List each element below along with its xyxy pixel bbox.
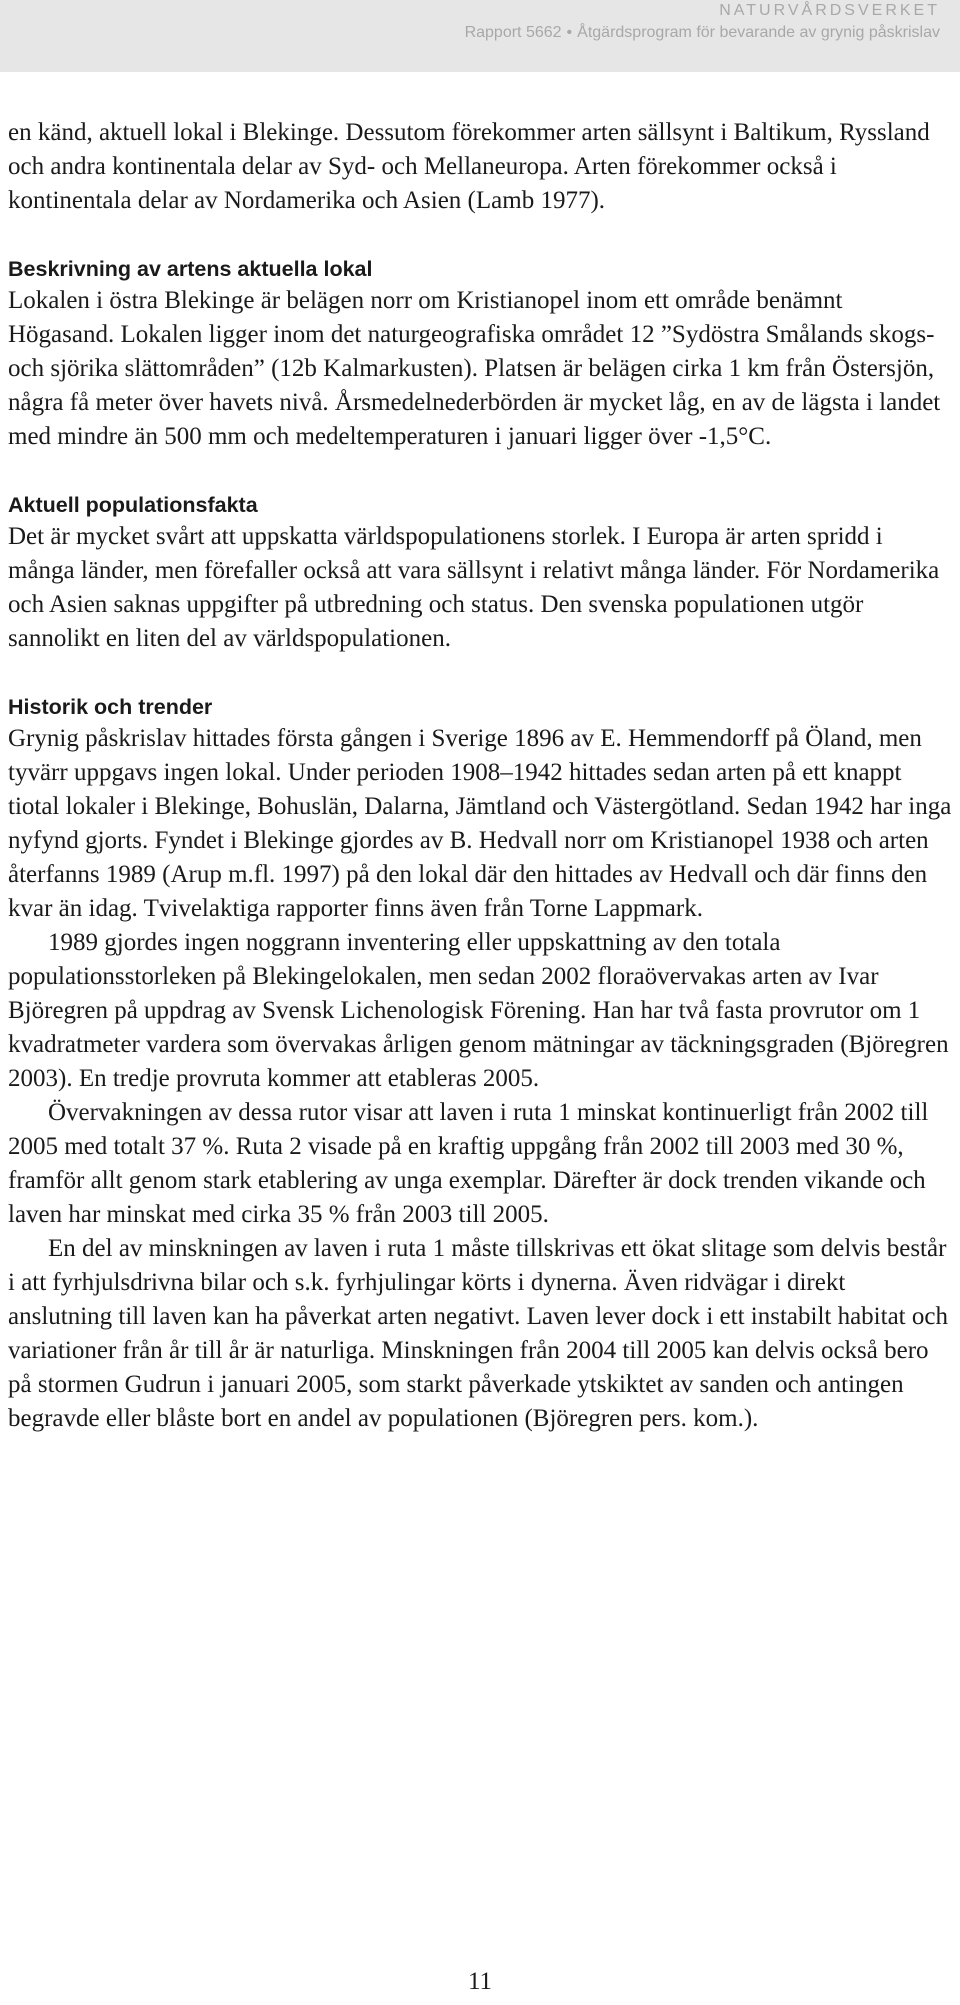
report-number: Rapport 5662 (464, 24, 562, 41)
report-title: Åtgärdsprogram för bevarande av grynig påskrislav (577, 24, 940, 41)
section-heading-lokal: Beskrivning av artens aktuella lokal (8, 257, 373, 281)
report-line (465, 24, 940, 42)
section-heading-historik: Historik och trender (8, 695, 213, 719)
historik-paragraph-4: En del av minskningen av laven i ruta 1 måste tillskrivas ett ökat slitage som delvis består i att fyrhjulsdrivna bilar och s.k. fyrhjulingar körts i dynerna. Även ridvägar i direkt anslutning till laven kan ha påverkat arten negativt. Laven lever dock i ett instabilt habitat och variationer från år till år är naturliga. Minskningen från 2004 till 2005 kan delvis också bero på stormen Gudrun i januari 2005, som starkt påverkade ytskiktet av sanden och antingen begravde eller blåste bort en andel av populationen (Björegren pers. kom.). (8, 1235, 948, 1432)
section-paragraph-lokal: Lokalen i östra Blekinge är belägen norr om Kristianopel inom ett område benämnt Högasand. Lokalen ligger inom det naturgeografiska området 12 ”Sydöstra Smålands skogs- och sjörika slättområden” (12b Kalmarkusten). Platsen är belägen cirka 1 km från Östersjön, några få meter över havets nivå. Årsmedelnederbörden är mycket låg, en av de lägsta i landet med mindre än 500 mm och medeltemperaturen i januari ligger över -1,5°C. (8, 287, 941, 450)
document-body (8, 116, 952, 1436)
section-heading-populationsfakta: Aktuell populationsfakta (8, 493, 258, 517)
historik-paragraph-3: Övervakningen av dessa rutor visar att laven i ruta 1 minskat kontinuerligt från 2002 till 2005 med totalt 37 %. Ruta 2 visade på en kraftig uppgång från 2002 till 2003 med 30 %, framför allt genom stark etablering av unga exemplar. Därefter är dock trenden vikande och laven har minskat med cirka 35 % från 2003 till 2005. (8, 1099, 929, 1228)
historik-paragraph-1: Grynig påskrislav hittades första gången i Sverige 1896 av E. Hemmendorff på Öland, men tyvärr uppgavs ingen lokal. Under perioden 1908–1942 hittades sedan arten på ett knappt tiotal lokaler i Blekinge, Bohuslän, Dalarna, Jämtland och Västergötland. Sedan 1942 har inga nyfynd gjorts. Fyndet i Blekinge gjordes av B. Hedvall norr om Kristianopel 1938 och arten återfanns 1989 (Arup m.fl. 1997) på den lokal där den hittades av Hedvall och där finns den kvar än idag. Tvivelaktiga rapporter finns även från Torne Lappmark. (8, 725, 952, 922)
brand-name: NATURVÅRDSVERKET (719, 2, 940, 19)
section-paragraph-populationsfakta: Det är mycket svårt att uppskatta världspopulationens storlek. I Europa är arten spridd i många länder, men förefaller också att vara sällsynt i relativt många länder. För Nordamerika och Asien saknas uppgifter på utbredning och status. Den svenska populationen utgör sannolikt en liten del av världspopulationen. (8, 523, 940, 652)
historik-paragraph-2: 1989 gjordes ingen noggrann inventering eller uppskattning av den totala populationsstorleken på Blekingelokalen, men sedan 2002 floraövervakas arten av Ivar Björegren på uppdrag av Svensk Lichenologisk Förening. Han har två fasta provrutor om 1 kvadratmeter vardera som övervakas årligen genom mätningar av täckningsgraden (Björegren 2003). En tredje provruta kommer att etableras 2005. (8, 929, 949, 1092)
page-header (0, 0, 960, 72)
page-number: 11 (467, 1968, 493, 1995)
intro-paragraph: en känd, aktuell lokal i Blekinge. Dessutom förekommer arten sällsynt i Baltikum, Ryssland och andra kontinentala delar av Syd- och Mellaneuropa. Arten förekommer också i kontinentala delar av Nordamerika och Asien (Lamb 1977). (8, 119, 930, 214)
bullet-separator: • (566, 24, 573, 41)
